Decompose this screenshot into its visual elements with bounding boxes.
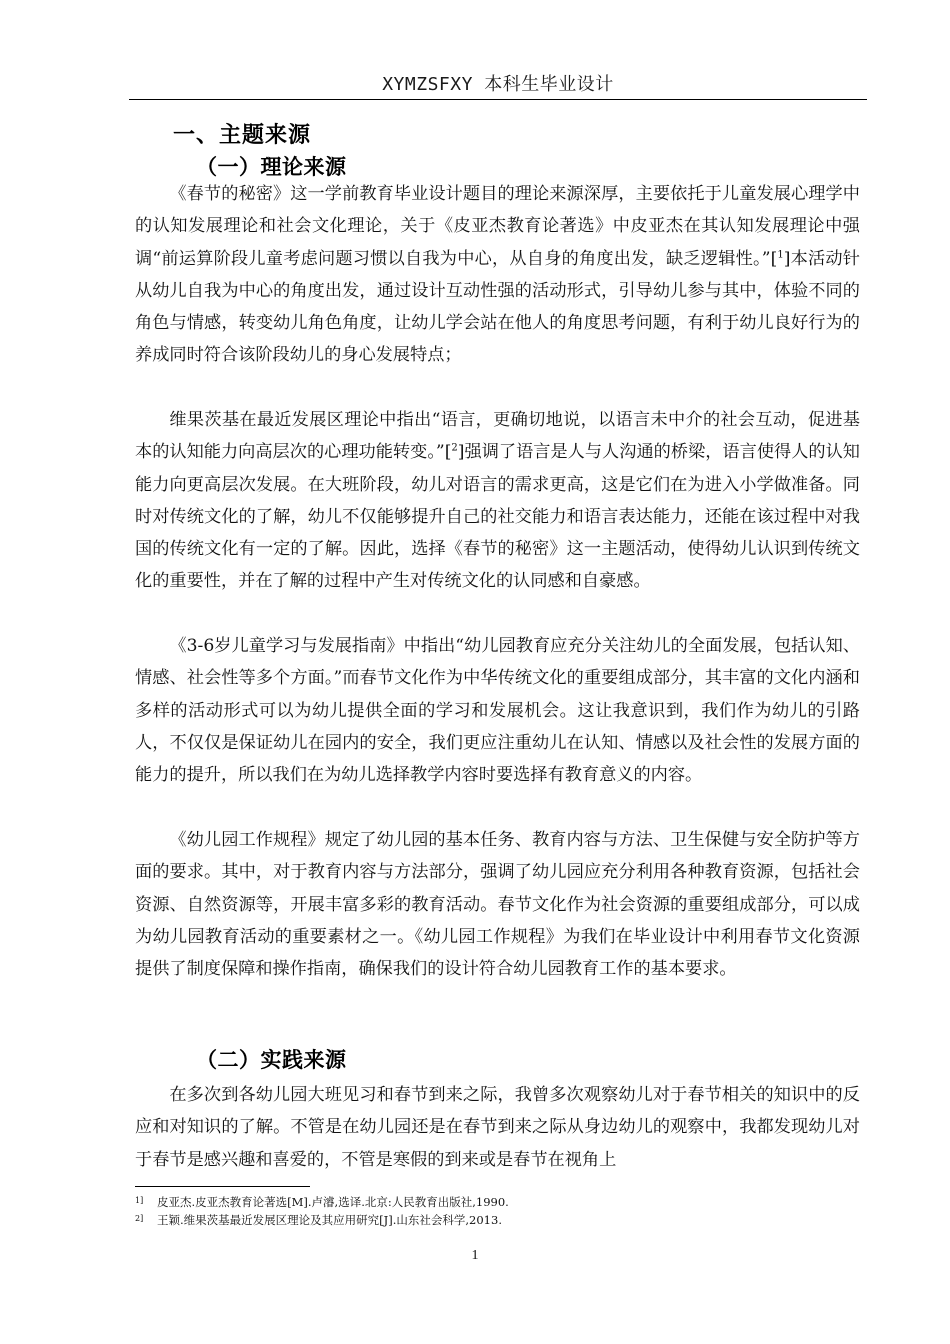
footnote-ref[interactable]: 1 — [777, 248, 784, 260]
paragraph-text: ]强调了语言是人与人沟通的桥梁，语言使得人的认知能力向更高层次发展。在大班阶段，幼儿对语言的需求更高，这是它们在为进入小学做准备。同时对传统文化的了解，幼儿不仅能够提升自己的社交能力和语言表达能力，还能在该过程中对我国的传统文化有一定的了解。因此，选择《春节的秘密》这一主题活动，使得幼儿认识到传统文化的重要性，并在了解的过程中产生对传统文化的认同感和自豪感。 — [135, 442, 860, 592]
footnote-text: 皮亚杰.皮亚杰教育论著选[M].卢濬,选译.北京:人民教育出版社,1990. — [157, 1195, 509, 1209]
section-heading: 一、主题来源 — [173, 123, 312, 148]
subsection-heading-theory: （一）理论来源 — [196, 155, 347, 179]
paragraph-piaget — [135, 178, 860, 372]
subsection-heading-practice: （二）实践来源 — [196, 1048, 347, 1072]
paragraph-guidelines: 《3-6岁儿童学习与发展指南》中指出“幼儿园教育应充分关注幼儿的全面发展，包括认知、情感、社会性等多个方面。”而春节文化作为中华传统文化的重要组成部分，其丰富的文化内涵和多样的活动形式可以为幼儿提供全面的学习和发展机会。这让我意识到，我们作为幼儿的引路人，不仅仅是保证幼儿在园内的安全，我们更应注重幼儿在认知、情感以及社会性的发展方面的能力的提升，所以我们在为幼儿选择教学内容时要选择有教育意义的内容。 — [135, 636, 860, 786]
running-header: XYMZSFXY 本科生毕业设计 — [382, 74, 614, 95]
footnote — [135, 1194, 509, 1210]
paragraph-text: 维果茨基在最近发展区理论中指出“语言，更确切地说，以语言未中介的社会互动，促进基本的认知能力向高层次的心理功能转变。”[ — [135, 410, 860, 463]
page-number: 1 — [471, 1248, 479, 1263]
footnote-rule — [135, 1186, 310, 1187]
paragraph-text: ]本活动针从幼儿自我为中心的角度出发，通过设计互动性强的活动形式，引导幼儿参与其中，体验不同的角色与情感，转变幼儿角色角度，让幼儿学会站在他人的角度思考问题，有利于幼儿良好行为的养成同时符合该阶段幼儿的身心发展特点； — [135, 248, 860, 366]
footnote-mark: 1] — [135, 1196, 144, 1205]
paragraph-practice: 在多次到各幼儿园大班见习和春节到来之际，我曾多次观察幼儿对于春节相关的知识中的反应和对知识的了解。不管是在幼儿园还是在春节到来之际从身边幼儿的观察中，我都发现幼儿对于春节是感兴趣和喜爱的，不管是寒假的到来或是春节在视角上 — [135, 1085, 860, 1170]
footnote — [135, 1212, 502, 1228]
footnote-text: 王颖.维果茨基最近发展区理论及其应用研究[J].山东社会科学,2013. — [157, 1213, 502, 1227]
footnote-ref[interactable]: 2 — [451, 442, 458, 454]
paragraph-kindergarten-rules: 《幼儿园工作规程》规定了幼儿园的基本任务、教育内容与方法、卫生保健与安全防护等方面的要求。其中，对于教育内容与方法部分，强调了幼儿园应充分利用各种教育资源，包括社会资源、自然资源等，开展丰富多彩的教育活动。春节文化作为社会资源的重要组成部分，可以成为幼儿园教育活动的重要素材之一。《幼儿园工作规程》为我们在毕业设计中利用春节文化资源提供了制度保障和操作指南，确保我们的设计符合幼儿园教育工作的基本要求。 — [135, 830, 860, 980]
paragraph-vygotsky — [135, 404, 860, 598]
paragraph-text: 《春节的秘密》这一学前教育毕业设计题目的理论来源深厚，主要依托于儿童发展心理学中的认知发展理论和社会文化理论，关于《皮亚杰教育论著选》中皮亚杰在其认知发展理论中强调“前运算阶段儿童考虑问题习惯以自我为中心，从自身的角度出发，缺乏逻辑性。”[ — [135, 184, 860, 269]
footnote-mark: 2] — [135, 1214, 144, 1223]
header-rule — [129, 99, 867, 100]
